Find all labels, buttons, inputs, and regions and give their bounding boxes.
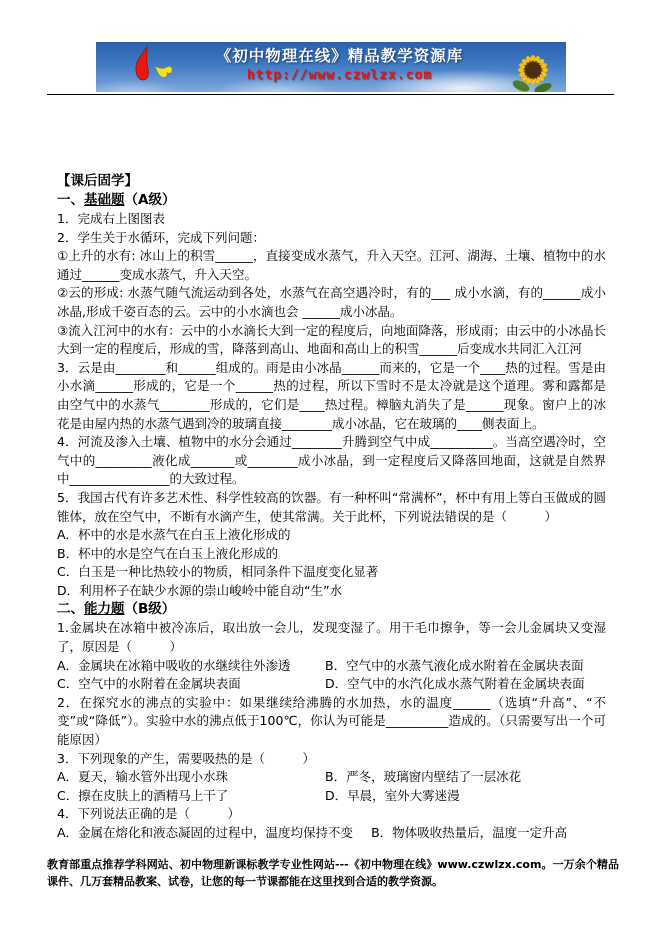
part-b-level: （B级） (124, 601, 176, 618)
banner-site-title: 《初中物理在线》精品教学资源库 (215, 47, 464, 65)
worksheet-body (57, 172, 606, 843)
part-a-heading (57, 191, 606, 210)
question-b2: 2．在探究水的沸点的实验中：如果继续给沸腾的水加热，水的温度______（选填“升高”、“不变”或“降低”）。实验中水的沸点低于100℃，你认为可能是__________造成的。（只需要写出一个可能原因） (57, 694, 606, 748)
question-a1: 1．完成右上图图表 (57, 211, 165, 226)
question-a5-option-b: B．杯中的水是空气在白玉上液化形成的 (57, 545, 279, 561)
section-heading-after-class: 【课后固学】 (57, 173, 138, 189)
question-b4-options (57, 824, 606, 843)
part-a-level: （A级） (124, 192, 176, 208)
question-a2-sub3: ③流入江河中的水有：云中的小水滴长大到一定的程度后，向地面降落，形成雨；由云中的小冰晶长大到一定的程度后，形成的雪，降落到高山、地面和高山上的积雪______后变成水共同汇入江河 (57, 322, 606, 357)
page-footer-promo: 教育部重点推荐学科网站、初中物理新课标教学专业性网站---《初中物理在线》www.czwlzx.com。一万余个精品课件、几万套精品教案、试卷，让您的每一节课都能在这里找到合适的教学资源。 (47, 858, 619, 888)
question-a5-option-a: A．杯中的水是水蒸气在白玉上液化形成的 (57, 527, 291, 543)
question-a5: 5．我国古代有许多艺术性、科学性较高的饮器。有一种杯叫“常满杯”，杯中有用上等白玉做成的圆锥体，放在空气中，不断有水滴产生，使其常满。关于此杯，下列说法错误的是（ ） (57, 489, 606, 524)
question-b3-option-b: B．严冬，玻璃窗内壁结了一层冰花 (325, 769, 522, 785)
question-b1-option-b: B．空气中的水蒸气液化成水附着在金属块表面 (325, 657, 584, 673)
question-b1: 1.金属块在冰箱中被冷冻后，取出放一会儿，发现变湿了。用干毛巾擦争，等一会儿金属块又变湿了，原因是（ ） (57, 620, 606, 655)
part-b-title: 能力题 (84, 601, 125, 618)
question-b3-options-cd (57, 787, 606, 806)
question-b3-option-a: A．夏天，输水管外出现小水珠 (57, 769, 229, 785)
sunflower-icon (504, 44, 562, 92)
question-b4-option-b: B．物体吸收热量后，温度一定升高 (371, 825, 568, 840)
question-b1-options-ab (57, 657, 606, 676)
banner-text-block (201, 45, 478, 84)
part-a-title: 基础题 (84, 192, 125, 208)
question-b3-option-c: C．擦在皮肤上的酒精马上干了 (57, 787, 229, 803)
question-a4: 4．河流及渗入土壤、植物中的水分会通过________升腾到空气中成__________。当高空遇冷时，空气中的_________液化成_______或________成小冰晶，到一定程度后又降落回地面，这就是自然界中________________的大致过程。 (57, 434, 606, 487)
part-b-heading (57, 600, 606, 619)
header-divider (47, 94, 614, 95)
question-b4-option-a: A．金属在熔化和液态凝固的过程中，温度均保持不变 (57, 825, 354, 840)
question-b1-option-a: A．金属块在冰箱中吸收的水继续往外渗透 (57, 657, 291, 673)
flame-check-logo-icon (122, 44, 184, 92)
part-b-prefix: 二、 (57, 601, 84, 618)
question-a2-sub1: ①上升的水有: 冰山上的积雪______，直接变成水蒸气，升入天空。江河、湖海、土壤、植物中的水通过______变成水蒸气，升入天空。 (57, 248, 606, 282)
question-b3-options-ab (57, 768, 606, 787)
question-b1-option-d: D．空气中的水汽化成水蒸气附着在金属块表面 (325, 676, 585, 692)
site-banner (96, 42, 566, 92)
question-b4: 4．下列说法正确的是（ ） (57, 806, 240, 822)
question-a2-sub2: ②云的形成: 水蒸气随气流运动到各处，水蒸气在高空遇冷时，有的___ 成小水滴，有的______成小冰晶,形成千姿百态的云。云中的小水滴也会 ______成小冰晶。 (57, 285, 606, 319)
question-b3-option-d: D．早晨，室外大雾迷漫 (325, 787, 460, 803)
question-a5-option-d: D．利用杯子在缺少水源的崇山峻岭中能自动“生”水 (57, 582, 343, 598)
banner-site-url-link[interactable]: http://www.czwlzx.com (246, 68, 433, 83)
question-a2: 2．学生关于水循环，完成下列问题： (57, 229, 265, 245)
question-b1-options-cd (57, 675, 606, 694)
question-b1-option-c: C．空气中的水附着在金属块表面 (57, 676, 241, 692)
question-a5-option-c: C．白玉是一种比热较小的物质，相同条件下温度变化显著 (57, 564, 379, 580)
question-a3: 3．云是由________和______组成的。雨是由小冰晶______而来的，它是一个____热的过程。雪是由小水滴______形成的，它是一个______热的过程，所以下雪时不是太冷就是这个道理。雾和露都是由空气中的水蒸气________形成的，它们是____热过程。樟脑丸消失了是______现象。窗户上的冰花是由屋内热的水蒸气遇到冷的玻璃直接________成小冰晶，它在玻璃的____侧表面上。 (57, 359, 606, 431)
part-a-prefix: 一、 (57, 192, 84, 208)
question-b3: 3．下列现象的产生，需要吸热的是（ ） (57, 750, 315, 766)
